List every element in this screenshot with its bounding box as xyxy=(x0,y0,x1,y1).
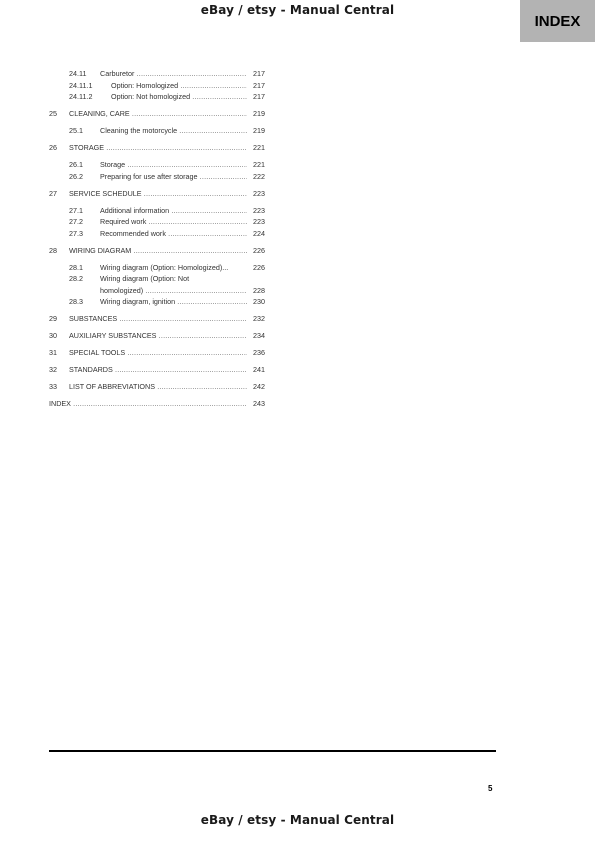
toc-entry-page: 221 xyxy=(253,160,265,169)
toc-entry-title: Cleaning the motorcycle ..... xyxy=(100,125,247,137)
toc-entry-title: STORAGE ..... xyxy=(69,142,247,154)
toc-entry-title: LIST OF ABBREVIATIONS ..... xyxy=(69,381,247,393)
toc-entry-25-1[interactable] xyxy=(49,125,269,137)
toc-entry-number: 26.2 xyxy=(69,171,83,181)
toc-entry-number: 26.1 xyxy=(69,160,83,169)
toc-entry-number: 32 xyxy=(49,365,57,374)
toc-entry-page: 234 xyxy=(253,331,265,340)
toc-entry-page: 230 xyxy=(253,297,265,306)
toc-entry-title: Additional information ..... xyxy=(100,205,247,217)
toc-entry-28-3[interactable] xyxy=(49,296,269,308)
toc-entry-title: Required work ..... xyxy=(100,216,247,228)
footer-watermark: eBay / etsy - Manual Central xyxy=(200,813,395,827)
toc-entry-number: 28 xyxy=(49,245,57,255)
toc-entry-27-1[interactable] xyxy=(49,205,269,217)
toc-entry-number: 24.11 xyxy=(69,69,87,78)
toc-entry-index[interactable] xyxy=(49,398,269,410)
toc-entry-number: 28.2 xyxy=(69,274,83,283)
toc-entry-page: 217 xyxy=(253,69,265,78)
toc-entry-number: 27.3 xyxy=(69,228,83,238)
toc-entry-title: Storage ..... xyxy=(100,159,247,171)
toc-entry-33[interactable] xyxy=(49,381,269,393)
toc-entry-number: 29 xyxy=(49,314,57,323)
toc-entry-page: 217 xyxy=(253,80,265,90)
page-number: 5 xyxy=(488,784,493,793)
toc-entry-number: 25 xyxy=(49,109,57,118)
toc-entry-24-11[interactable] xyxy=(49,68,269,80)
toc-entry-page: 223 xyxy=(253,217,265,226)
toc-entry-number: 24.11.2 xyxy=(69,92,93,101)
toc-entry-page: 217 xyxy=(253,92,265,101)
index-tab: INDEX xyxy=(520,0,595,42)
toc-entry-page: 223 xyxy=(253,205,265,215)
toc-entry-number: 26 xyxy=(49,143,57,152)
toc-entry-32[interactable] xyxy=(49,364,269,376)
toc-entry-28[interactable] xyxy=(49,245,269,257)
toc-entry-title: Carburetor ..... xyxy=(100,68,247,80)
toc-entry-27[interactable] xyxy=(49,188,269,200)
toc-entry-title: SERVICE SCHEDULE ..... xyxy=(69,188,247,200)
toc-entry-title: AUXILIARY SUBSTANCES ..... xyxy=(69,330,247,342)
toc-entry-title: Wiring diagram (Option: Not xyxy=(100,274,190,283)
toc-entry-27-2[interactable] xyxy=(49,216,269,228)
toc-entry-number: 24.11.1 xyxy=(69,80,93,90)
toc-entry-title: Wiring diagram, ignition ..... xyxy=(100,296,247,308)
toc-entry-title: SUBSTANCES ..... xyxy=(69,313,247,325)
toc-entry-number: 33 xyxy=(49,382,57,391)
toc-entry-28-2-continued[interactable] xyxy=(49,285,269,297)
toc-entry-title: SPECIAL TOOLS ..... xyxy=(69,347,247,359)
toc-entry-number: 28.1 xyxy=(69,262,83,272)
toc-entry-27-3[interactable] xyxy=(49,228,269,240)
toc-entry-30[interactable] xyxy=(49,330,269,342)
toc-entry-number: 27.2 xyxy=(69,217,83,226)
toc-entry-title: WIRING DIAGRAM ..... xyxy=(69,245,247,257)
toc-entry-31[interactable] xyxy=(49,347,269,359)
toc-entry-number: 30 xyxy=(49,331,57,340)
toc-entry-page: 226 xyxy=(253,262,265,272)
toc-entry-page: 243 xyxy=(253,399,265,408)
table-of-contents xyxy=(49,68,269,410)
toc-entry-number: 25.1 xyxy=(69,126,83,135)
toc-entry-page: 221 xyxy=(253,143,265,152)
toc-entry-title: CLEANING, CARE ..... xyxy=(69,108,247,120)
toc-entry-number: 28.3 xyxy=(69,297,83,306)
toc-entry-29[interactable] xyxy=(49,313,269,325)
toc-entry-26-1[interactable] xyxy=(49,159,269,171)
toc-entry-page: 242 xyxy=(253,382,265,391)
toc-entry-title: Wiring diagram (Option: Homologized)... xyxy=(100,262,229,272)
toc-entry-page: 228 xyxy=(253,285,265,295)
toc-entry-title: STANDARDS ..... xyxy=(69,364,247,376)
toc-entry-24-11-2[interactable] xyxy=(49,91,269,103)
toc-entry-title: Recommended work ..... xyxy=(100,228,247,240)
header-watermark: eBay / etsy - Manual Central xyxy=(200,3,395,17)
toc-entry-26[interactable] xyxy=(49,142,269,154)
toc-entry-28-2[interactable] xyxy=(49,273,269,285)
toc-entry-page: 219 xyxy=(253,109,265,118)
toc-entry-page: 219 xyxy=(253,126,265,135)
toc-entry-page: 223 xyxy=(253,188,265,198)
footer-rule xyxy=(49,750,496,752)
toc-entry-page: 224 xyxy=(253,228,265,238)
toc-entry-25[interactable] xyxy=(49,108,269,120)
toc-entry-title: Option: Not homologized ..... xyxy=(111,91,247,103)
toc-entry-24-11-1[interactable] xyxy=(49,80,269,92)
toc-entry-page: 236 xyxy=(253,348,265,357)
toc-entry-page: 232 xyxy=(253,314,265,323)
toc-entry-title: Option: Homologized ..... xyxy=(111,80,247,92)
toc-entry-28-1[interactable] xyxy=(49,262,269,274)
toc-entry-page: 241 xyxy=(253,365,265,374)
toc-entry-number: 27 xyxy=(49,188,57,198)
toc-entry-title-continued: homologized) ..... xyxy=(100,285,247,297)
toc-entry-page: 226 xyxy=(253,245,265,255)
toc-entry-title: INDEX ..... xyxy=(49,398,247,410)
toc-entry-title: Preparing for use after storage ..... xyxy=(100,171,247,183)
toc-entry-number: 31 xyxy=(49,348,57,357)
toc-entry-number: 27.1 xyxy=(69,205,83,215)
toc-entry-26-2[interactable] xyxy=(49,171,269,183)
toc-entry-page: 222 xyxy=(253,171,265,181)
